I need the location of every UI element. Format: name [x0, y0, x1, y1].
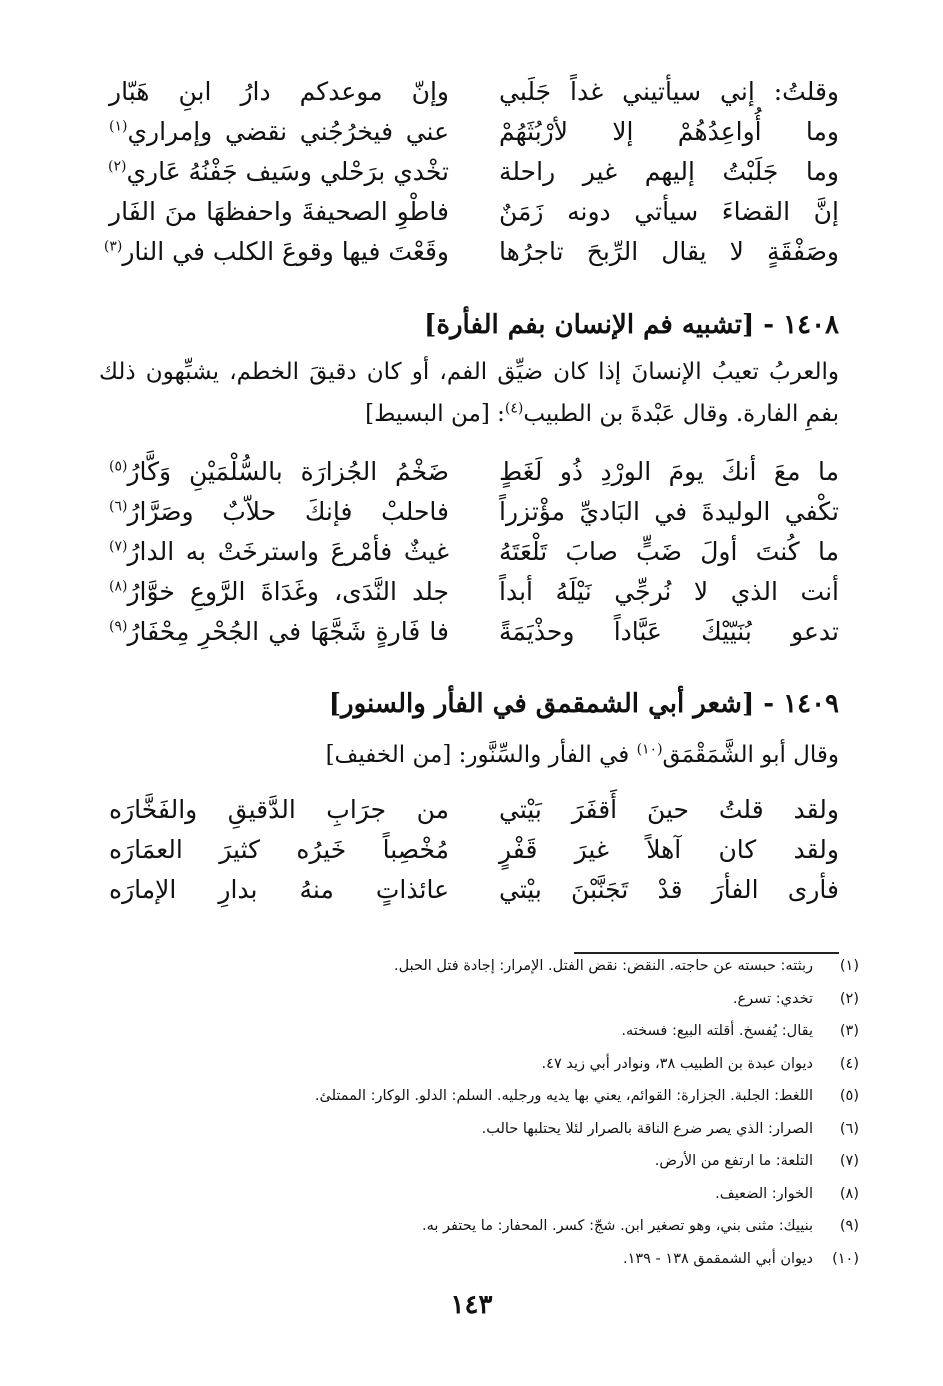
- footnote-text: التلعة: ما ارتفع من الأرض.: [654, 1153, 813, 1169]
- section-paragraph-1408: [99, 351, 839, 435]
- paragraph-text: وقال أبو الشَّمَقْمَق: [662, 742, 839, 768]
- first-hemistich: ولقد كان آهلاً غيرَ قَفْرٍ: [499, 835, 839, 864]
- footnote-number: (٤): [839, 1055, 859, 1072]
- footnote-number: (١): [839, 958, 859, 974]
- first-hemistich: ما كُنتَ أولَ ضَبٍّ صابَ تَلْعَتَهُ: [499, 537, 839, 566]
- footnote-ref: (١٠): [636, 741, 663, 758]
- footnote-number: (٧): [839, 1153, 859, 1169]
- footnote-number: (٩): [839, 1218, 859, 1234]
- footnote-ref: (٣): [103, 238, 123, 255]
- footnote-text: ديوان عبدة بن الطبيب ٣٨، ونوادر أبي زيد ٤٧.: [541, 1055, 813, 1072]
- hemistich-text: عني فيخرُجُني نقضي وإمراري: [127, 117, 449, 146]
- footnote-ref: (٢): [107, 158, 127, 175]
- footnote-ref: (٧): [109, 538, 128, 555]
- footnote-number: (٣): [839, 1023, 859, 1039]
- hemistich-text: فا فَارةٍ شَجَّهَا في الجُحْرِ مِحْفَارُ: [127, 617, 449, 646]
- footnote-text: بنييك: مثنى بني، وهو تصغير ابن. شجّ: كسر. المحفار: ما يحتفر به.: [422, 1218, 813, 1234]
- first-hemistich: إنَّ القضاءَ سيأتي دونه زَمَنٌ: [499, 197, 839, 226]
- verse-row: [109, 192, 839, 232]
- first-hemistich: تدعو بُنَيّيْكَ عَبَّاداً وحذْيَمَةً: [499, 617, 839, 646]
- paragraph-text: والعربُ تعيبُ الإنسانَ إذا كان ضيِّق الفم، أو كان دقيقَ الخطم، يشبِّهون ذلك بفمِ الفارة. وقال عَبْدةَ بن الطبيب: [99, 359, 839, 427]
- footnote-ref: (٥): [109, 458, 128, 475]
- footnote-text: يقال: يُفسخ. أقلته البيع: فسخته.: [621, 1023, 813, 1039]
- footnote: [79, 1113, 859, 1146]
- hemistich-text: وقَعْتَ فيها وقوعَ الكلب في النار: [122, 237, 449, 266]
- first-hemistich: فأرى الفأرَ قدْ تَجَنَّبْنَ بيْتي: [499, 875, 839, 904]
- footnote-text: الخوار: الضعيف.: [715, 1185, 813, 1202]
- second-hemistich: [109, 152, 449, 192]
- poem-abda: [109, 452, 839, 652]
- footnote-number: (٢): [839, 990, 859, 1007]
- footnote: [79, 1015, 859, 1048]
- section-heading-1409: ١٤٠٩ - [شعر أبي الشمقمق في الفأر والسنور]: [328, 689, 839, 719]
- footnote: [79, 983, 859, 1016]
- footnote: [79, 1080, 859, 1113]
- verse-row: [109, 790, 839, 830]
- second-hemistich: [109, 452, 449, 492]
- footnote-ref: (١): [109, 118, 128, 135]
- first-hemistich: ولقد قلتُ حينَ أَقفَرَ بَيْتي: [499, 795, 839, 824]
- footnote: [79, 950, 859, 983]
- footnote-ref: (٤): [504, 400, 524, 417]
- footnote-number: (٨): [839, 1185, 859, 1202]
- verse-row: [109, 452, 839, 492]
- section-heading-1408: ١٤٠٨ - [تشبيه فم الإنسان بفم الفأرة]: [424, 310, 839, 340]
- top-poem: [103, 72, 839, 272]
- verse-row: [109, 532, 839, 572]
- first-hemistich: وما جَلَبْتُ إليهم غير راحلة: [499, 157, 839, 186]
- first-hemistich: أنت الذي لا نُرجِّي نَيْلَهُ أبداً: [499, 577, 839, 606]
- hemistich-text: فاحلبْ فإنكَ حلاّبٌ وصَرَّارُ: [127, 497, 449, 526]
- verse-row: [109, 112, 839, 152]
- first-hemistich: تكْفي الوليدةَ في البَاديِّ مؤْتزراً: [499, 497, 839, 526]
- first-hemistich: وصَفْقَةٍ لا يقال الرِّبحَ تاجرُها: [499, 237, 839, 266]
- second-hemistich: [109, 112, 449, 152]
- second-hemistich: [109, 532, 449, 572]
- second-hemistich: عائذاتٍ منهُ بدارِ الإمارَه: [109, 875, 449, 904]
- footnote-ref: (٦): [109, 498, 128, 515]
- second-hemistich: [109, 572, 449, 612]
- second-hemistich: [109, 612, 449, 652]
- verse-row: [109, 870, 839, 910]
- footnote-number: (٦): [839, 1120, 859, 1137]
- hemistich-text: جلد النَّدَى، وغَدَاةَ الرَّوعِ خوَّارُ: [127, 577, 449, 606]
- footnote-number: (٥): [839, 1088, 859, 1104]
- footnote-text: الصرار: الذي يصر ضرع الناقة بالصرار لئلا يحتلبها حالب.: [481, 1120, 813, 1137]
- footnote-text: تخدي: تسرع.: [732, 990, 813, 1007]
- hemistich-text: ضَخْمُ الجُزارَة بالسُّلْمَيْنِ وَكَّارُ: [127, 457, 449, 486]
- footnote-text: ديوان أبي الشمقمق ١٣٨ - ١٣٩.: [622, 1250, 813, 1267]
- section-paragraph-1409: [99, 734, 839, 776]
- meter-label: : [من البسيط]: [365, 401, 505, 427]
- poem-abu-shamaqmaq: [109, 790, 839, 910]
- hemistich-text: غيثٌ فأمْرعَ واسترخَتْ به الدارُ: [127, 537, 449, 566]
- page-number: ١٤٣: [450, 1290, 493, 1320]
- first-hemistich: ما معَ أنكَ يومَ الورْدِ ذُو لَغَطٍ: [499, 457, 839, 486]
- first-hemistich: وقلتُ: إني سيأتيني غداً جَلَبي: [499, 77, 839, 106]
- footnotes: [79, 950, 859, 1275]
- verse-row: [103, 232, 839, 272]
- footnote-text: اللغط: الجلبة. الجزارة: القوائم، يعني بها يديه ورجليه. السلم: الدلو. الوكار: الممتلئ.: [314, 1088, 813, 1104]
- footnote-number: (١٠): [832, 1250, 859, 1267]
- verse-row: [109, 152, 839, 192]
- footnote: [79, 1210, 859, 1243]
- footnote-ref: (٨): [109, 578, 128, 595]
- first-hemistich: وما أُواعِدُهُمْ إلا لأرْبُثَهُمْ: [499, 117, 839, 146]
- footnote-ref: (٩): [109, 618, 128, 635]
- footnote: [79, 1048, 859, 1081]
- footnote: [79, 1178, 859, 1211]
- second-hemistich: من جرَابِ الدَّقيقِ والفَخَّارَه: [109, 795, 449, 824]
- second-hemistich: [103, 232, 449, 272]
- footnote: [79, 1243, 859, 1276]
- hemistich-text: تخْدي برَحْلي وسَيف جَفْنُهُ عَاري: [126, 157, 449, 186]
- meter-label: في الفأر والسِّنَّور: [من الخفيف]: [325, 742, 637, 768]
- hemistich-text: وإنّ موعدكم دارُ ابنِ هَبّار: [109, 77, 449, 106]
- verse-row: [109, 830, 839, 870]
- verse-row: [109, 572, 839, 612]
- footnote-text: ربثته: حبسته عن حاجته. النقض: نقض الفتل. الإمرار: إجادة فتل الحبل.: [394, 958, 813, 974]
- hemistich-text: فاطْوِ الصحيفةَ واحفظهَا منَ الفَار: [109, 197, 449, 226]
- verse-row: [109, 612, 839, 652]
- footnote: [79, 1145, 859, 1178]
- verse-row: [109, 72, 839, 112]
- second-hemistich: [109, 492, 449, 532]
- second-hemistich: [109, 72, 449, 112]
- verse-row: [109, 492, 839, 532]
- second-hemistich: [109, 192, 449, 232]
- second-hemistich: مُخْصِباً خَيرُه كثيرَ العمَارَه: [109, 835, 449, 864]
